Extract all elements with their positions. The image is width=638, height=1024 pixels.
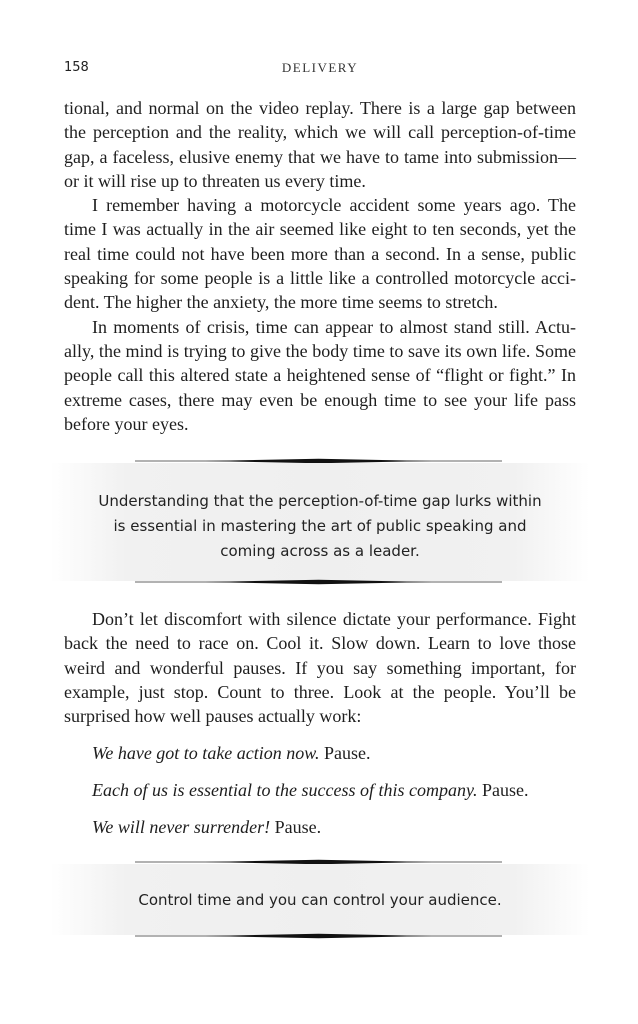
pull-quote-box (50, 864, 590, 935)
pull-quote-line: Understanding that the perception-of-time gap lurks within (98, 492, 542, 510)
pull-quote-line: Control time and you can control your audience. (138, 891, 502, 909)
running-header (64, 60, 576, 80)
example-pause: Pause. (481, 780, 529, 800)
pull-quote-line: is essential in mastering the art of public speaking and (113, 517, 527, 535)
ornamental-rule (135, 932, 502, 940)
example-line (92, 778, 572, 802)
ornamental-rule (135, 578, 502, 586)
pull-quote-text (50, 889, 590, 911)
paragraph-motorcycle: I remember having a motorcycle accident some years ago. The time I was actually in the air seemed like eight to ten seconds, yet the real time could not have been more than a second. In a sense, public speaking for some people is a little like a controlled motorcycle accident. The higher the anxiety, the more time seems to stretch. (64, 195, 576, 313)
paragraph-crisis: In moments of crisis, time can appear to almost stand still. Actually, the mind is trying to give the body time to save its own life. Some people call this altered state a heightened sense of “flight or fight.” In extreme cases, there may even be enough time to see your life pass before your eyes. (64, 316, 576, 434)
example-pause: Pause. (274, 817, 322, 837)
example-pause: Pause. (323, 743, 371, 763)
example-quote: We have got to take action now. (92, 743, 320, 763)
example-line (92, 741, 572, 765)
paragraph-silence: Don’t let discomfort with silence dictate your performance. Fight back the need to race on. Cool it. Slow down. Learn to love those weird and wonderful pauses. If you say something important, for example, just stop. Count to three. Look at the people. You’ll be surprised how well pauses actually work: (64, 609, 576, 727)
paragraph-continuation: tional, and normal on the video replay. There is a large gap between the perception and the reality, which we will call perception-of-time gap, a faceless, elusive enemy that we have to tame into submission—or it will rise up to threaten us every time. (64, 98, 576, 191)
pull-quote-box (50, 463, 590, 581)
body-text-lower (64, 607, 576, 728)
example-quote: We will never surrender! (92, 817, 271, 837)
running-head: DELIVERY (281, 60, 359, 75)
pull-quote-line: coming across as a leader. (220, 542, 420, 560)
body-text-upper (64, 96, 576, 436)
page-number: 158 (64, 60, 89, 75)
example-quote: Each of us is essential to the success of this company. (92, 780, 478, 800)
pull-quote-text (50, 489, 590, 564)
example-line (92, 815, 572, 839)
